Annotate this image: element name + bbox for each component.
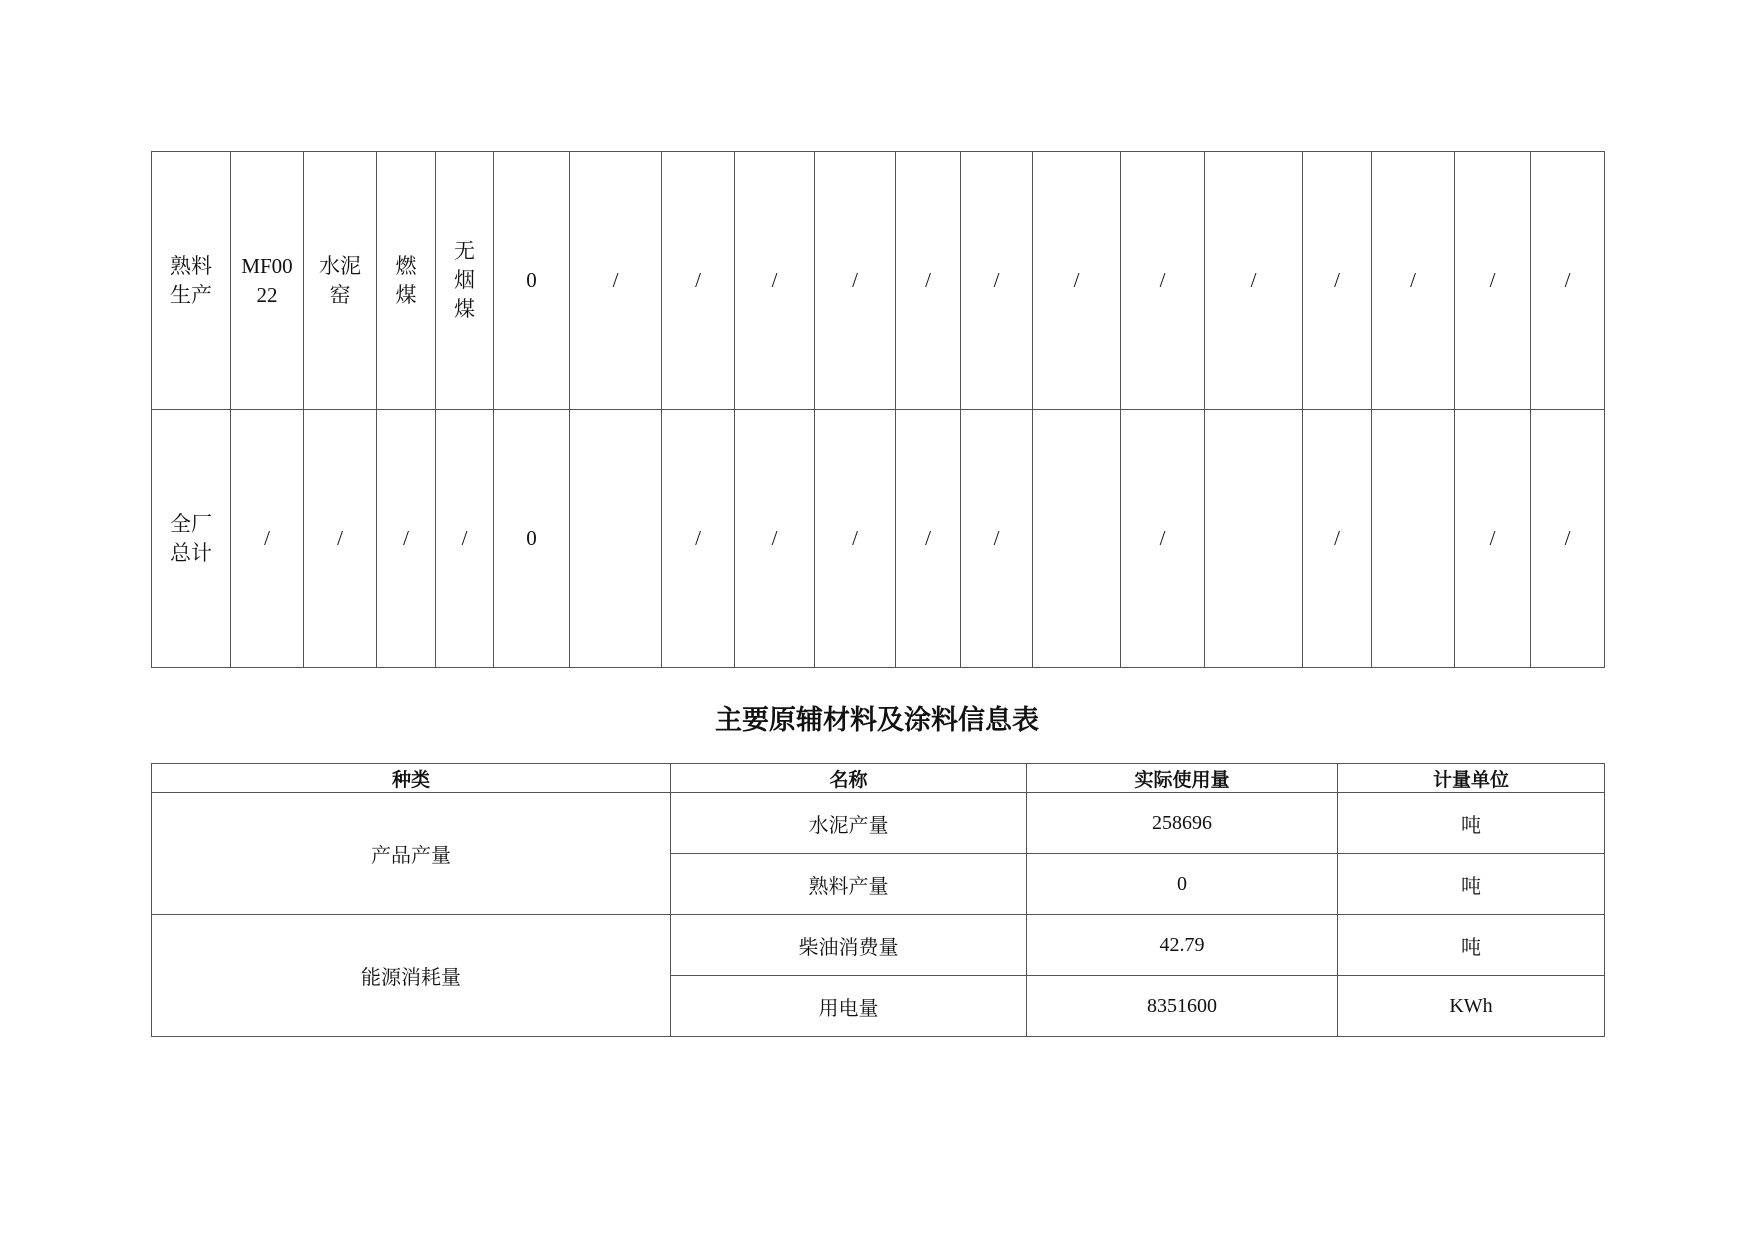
table-cell	[896, 152, 961, 410]
table-cell	[436, 410, 494, 668]
cell-text: 无烟煤	[454, 239, 475, 321]
table-cell	[231, 152, 304, 410]
amount-cell: 258696	[1027, 793, 1338, 854]
table-cell	[436, 152, 494, 410]
header-category: 种类	[152, 764, 671, 793]
cell-text: /	[337, 526, 343, 550]
table-cell	[152, 410, 231, 668]
table-row	[152, 152, 1605, 410]
table-cell	[152, 152, 231, 410]
cell-text: 0	[526, 526, 537, 550]
amount-cell: 42.79	[1027, 915, 1338, 976]
table-cell	[231, 410, 304, 668]
cell-text: 0	[526, 268, 537, 292]
unit-cell: KWh	[1338, 976, 1605, 1037]
table-cell	[1372, 410, 1455, 668]
cell-text: 水泥窑	[319, 253, 361, 307]
name-cell: 柴油消费量	[671, 915, 1027, 976]
cell-text: /	[695, 268, 701, 292]
table-cell	[494, 152, 570, 410]
cell-text: /	[1159, 268, 1166, 292]
table-cell	[1033, 410, 1121, 668]
table-cell	[1372, 152, 1455, 410]
table-cell	[961, 152, 1033, 410]
header-name: 名称	[671, 764, 1027, 793]
table-cell	[896, 410, 961, 668]
cell-text: /	[852, 526, 858, 550]
cell-text: /	[461, 526, 468, 550]
cell-text: /	[403, 526, 409, 550]
amount-cell: 0	[1027, 854, 1338, 915]
table-cell	[1303, 410, 1372, 668]
materials-table	[151, 763, 1605, 1037]
table-cell	[735, 410, 815, 668]
table-cell	[570, 152, 662, 410]
table-cell	[570, 410, 662, 668]
cell-text: /	[1073, 268, 1080, 292]
cell-text: /	[1564, 268, 1571, 292]
cell-text: /	[264, 526, 270, 550]
cell-text: /	[1159, 526, 1166, 550]
table-cell	[1531, 152, 1605, 410]
header-amount: 实际使用量	[1027, 764, 1338, 793]
name-cell: 用电量	[671, 976, 1027, 1037]
cell-text: /	[925, 526, 931, 550]
header-row	[152, 764, 1605, 793]
cell-text: /	[1489, 268, 1496, 292]
table-cell	[377, 152, 436, 410]
table-cell	[1455, 410, 1531, 668]
cell-text: /	[1334, 268, 1340, 292]
unit-cell: 吨	[1338, 793, 1605, 854]
table-cell	[961, 410, 1033, 668]
table-cell	[662, 410, 735, 668]
table-cell	[304, 410, 377, 668]
cell-text: 全厂总计	[170, 511, 212, 565]
cell-text: /	[1250, 268, 1257, 292]
table-cell	[1033, 152, 1121, 410]
cell-text: /	[612, 268, 619, 292]
cell-text: /	[1489, 526, 1496, 550]
table-cell	[662, 152, 735, 410]
table-row	[152, 410, 1605, 668]
category-cell: 能源消耗量	[152, 915, 671, 1037]
table-cell	[494, 410, 570, 668]
table-row	[152, 915, 1605, 976]
emission-table	[151, 151, 1605, 668]
cell-text: /	[993, 526, 1000, 550]
table-cell	[1531, 410, 1605, 668]
cell-text: /	[771, 268, 778, 292]
cell-text: /	[1410, 268, 1416, 292]
cell-text: /	[1564, 526, 1571, 550]
cell-text: /	[993, 268, 1000, 292]
table-cell	[1303, 152, 1372, 410]
table-cell	[1205, 152, 1303, 410]
cell-text: /	[925, 268, 931, 292]
table-cell	[815, 152, 896, 410]
name-cell: 水泥产量	[671, 793, 1027, 854]
cell-text: /	[1334, 526, 1340, 550]
table-cell	[1121, 152, 1205, 410]
table-cell	[1455, 152, 1531, 410]
header-unit: 计量单位	[1338, 764, 1605, 793]
table-cell	[1205, 410, 1303, 668]
cell-text: /	[771, 526, 778, 550]
table-cell	[304, 152, 377, 410]
table-title: 主要原辅材料及涂料信息表	[715, 705, 1039, 736]
cell-text: MF0022	[241, 253, 293, 307]
table-cell	[815, 410, 896, 668]
table-cell	[735, 152, 815, 410]
cell-text: /	[695, 526, 701, 550]
table-row	[152, 793, 1605, 854]
cell-text: /	[852, 268, 858, 292]
amount-cell: 8351600	[1027, 976, 1338, 1037]
name-cell: 熟料产量	[671, 854, 1027, 915]
table-cell	[377, 410, 436, 668]
cell-text: 熟料生产	[170, 253, 212, 307]
category-cell: 产品产量	[152, 793, 671, 915]
unit-cell: 吨	[1338, 854, 1605, 915]
table-cell	[1121, 410, 1205, 668]
unit-cell: 吨	[1338, 915, 1605, 976]
cell-text: 燃煤	[395, 253, 417, 307]
